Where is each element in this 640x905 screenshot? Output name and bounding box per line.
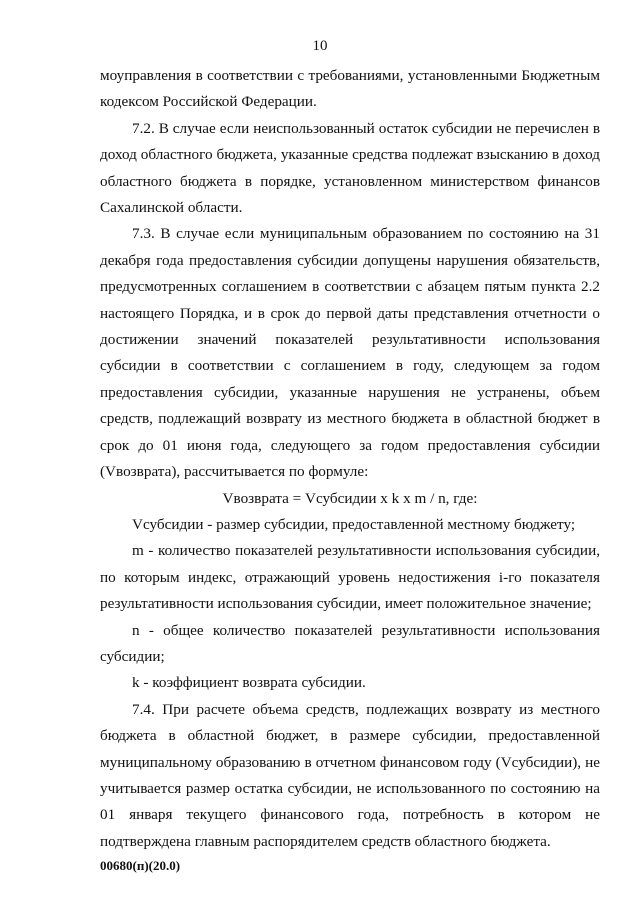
document-body <box>100 63 600 855</box>
page-number: 10 <box>312 38 328 54</box>
paragraph-7-2: 7.2. В случае если неиспользованный остаток субсидии не перечислен в доход областного бюджета, указанные средства подлежат взысканию в доход областного бюджета в порядке, установленном министерством финансов Сахалинской области. <box>100 119 600 217</box>
paragraph-7-3: 7.3. В случае если муниципальным образованием по состоянию на 31 декабря года предоставления субсидии допущены нарушения обязательств, предусмотренных соглашением в соответствии с абзацем пятым пункта 2.2 настоящего Порядка, и в срок до первой даты представления отчетности о достижении значений показателей результативности использования субсидии в соответствии с соглашением в году, следующем за годом предоставления субсидии, указанные нарушения не устранены, объем средств, подлежащий возврату из местного бюджета в областной бюджет в срок до 01 июня года, следующего за годом предоставления субсидии (Vвозврата), рассчитывается по формуле: <box>100 225 600 481</box>
definition-m: m - количество показателей результативности использования субсидии, по которым индекс, отражающий уровень недостижения i-го показателя результативности использования субсидии, имеет положительное значение; <box>100 542 600 613</box>
definition-n: n - общее количество показателей результативности использования субсидии; <box>100 621 600 665</box>
definition-vsubsidii: Vсубсидии - размер субсидии, предоставленной местному бюджету; <box>132 515 576 533</box>
document-code: 00680(п)(20.0) <box>100 858 181 873</box>
formula: Vвозврата = Vсубсидии x k x m / n, где: <box>222 489 478 507</box>
paragraph-7-4: 7.4. При расчете объема средств, подлежащих возврату из местного бюджета в областной бюджет, в размере субсидии, предоставленной муниципальному образованию в отчетном финансовом году (Vсубсидии), не учитывается размер остатка субсидии, не использованного по состоянию на 01 января текущего финансового года, потребность в котором не подтверждена главным распорядителем средств областного бюджета. <box>100 700 600 850</box>
paragraph-continuation: моуправления в соответствии с требованиями, установленными Бюджетным кодексом Российской Федерации. <box>100 67 600 111</box>
definition-k: k - коэффициент возврата субсидии. <box>132 674 366 692</box>
